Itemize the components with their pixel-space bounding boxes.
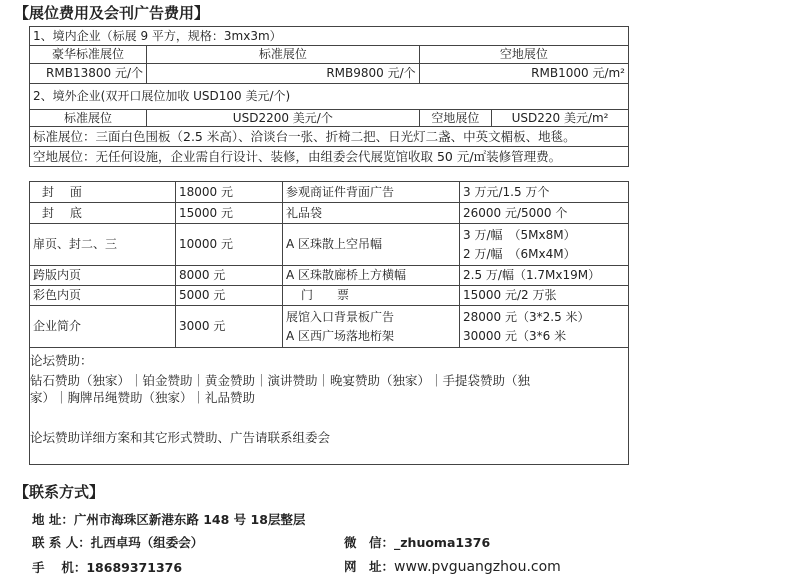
ad-price-multi xyxy=(460,306,629,348)
ad-price: 26000 元/5000 个 xyxy=(460,203,629,224)
ad-price-line: 2 万/幅 （6Mx4M） xyxy=(463,246,576,261)
website-row xyxy=(344,557,561,575)
forum-note: 论坛赞助详细方案和其它形式赞助、广告请联系组委会 xyxy=(30,430,331,445)
ad-item: 跨版内页 xyxy=(30,266,176,286)
ad-item: A 区珠散廊桥上方横幅 xyxy=(283,266,460,286)
ad-price-line: 28000 元（3*2.5 米） xyxy=(463,309,590,324)
table-row xyxy=(30,224,629,266)
col-standard-booth: 标准展位 xyxy=(147,46,420,64)
ad-item: 封 面 xyxy=(30,182,176,203)
foreign-header: 2、境外企业(双开口展位加收 USD100 美元/个) xyxy=(30,84,629,110)
ad-price: 15000 元 xyxy=(176,203,283,224)
ad-item: 企业简介 xyxy=(30,306,176,348)
table-row xyxy=(30,182,629,203)
price-standard: RMB9800 元/个 xyxy=(147,64,420,84)
ad-item: 彩色内页 xyxy=(30,286,176,306)
phone-row xyxy=(32,558,182,576)
forum-title: 论坛赞助： xyxy=(30,353,93,368)
table-row xyxy=(30,286,629,306)
phone-label: 手 机： xyxy=(32,560,87,575)
ad-price: 10000 元 xyxy=(176,224,283,266)
col-luxury-booth: 豪华标准展位 xyxy=(30,46,147,64)
ad-item: 礼品袋 xyxy=(283,203,460,224)
forum-line-1: 钻石赞助（独家）｜铂金赞助｜黄金赞助｜演讲赞助｜晚宴赞助（独家）｜手提袋赞助（独 xyxy=(30,373,531,388)
ad-item-line: 展馆入口背景板广告 xyxy=(286,309,395,324)
ad-price: 3 万元/1.5 万个 xyxy=(460,182,629,203)
price-space: RMB1000 元/m² xyxy=(419,64,628,84)
ad-price: 2.5 万/幅（1.7Mx19M） xyxy=(460,266,629,286)
price-luxury: RMB13800 元/个 xyxy=(30,64,147,84)
forum-sponsorship-box xyxy=(29,348,629,465)
ad-item: A 区珠散上空吊幅 xyxy=(283,224,460,266)
ad-item: 参观商证件背面广告 xyxy=(283,182,460,203)
foreign-space-label: 空地展位 xyxy=(419,110,491,127)
contact-person: 联 系 人：扎西卓玛（组委会） xyxy=(32,535,204,550)
booth-fee-table xyxy=(29,26,629,167)
ad-item: 扉页、封二、三 xyxy=(30,224,176,266)
domestic-header: 1、境内企业（标展 9 平方，规格：3mx3m） xyxy=(30,27,629,46)
ad-item: 门 票 xyxy=(283,286,460,306)
table-row xyxy=(30,203,629,224)
section-title-contact: 【联系方式】 xyxy=(14,483,105,501)
wechat-label: 微 信： xyxy=(344,535,395,550)
phone-number: 18689371376 xyxy=(86,560,183,575)
ad-item-line: A 区西广场落地桁架 xyxy=(286,328,395,343)
website-link[interactable]: www.pvguangzhou.com xyxy=(394,559,561,575)
foreign-standard-label: 标准展位 xyxy=(30,110,147,127)
ad-price-multi xyxy=(460,224,629,266)
table-row xyxy=(30,266,629,286)
col-space-booth: 空地展位 xyxy=(419,46,628,64)
space-booth-note: 空地展位：无任何设施，企业需自行设计、装修，由组委会代展览馆收取 50 元/㎡装修管理费。 xyxy=(30,147,629,167)
ad-price: 5000 元 xyxy=(176,286,283,306)
ad-price: 15000 元/2 万张 xyxy=(460,286,629,306)
section-title-fees: 【展位费用及会刊广告费用】 xyxy=(14,4,210,22)
ad-price: 18000 元 xyxy=(176,182,283,203)
ad-price-line: 30000 元（3*6 米 xyxy=(463,328,567,343)
forum-line-2: 家）｜胸牌吊绳赞助（独家）｜礼品赞助 xyxy=(30,390,256,405)
table-row xyxy=(30,306,629,348)
standard-booth-note: 标准展位：三面白色围板（2.5 米高）、洽谈台一张、折椅二把、日光灯二盏、中英文楣板、地毯。 xyxy=(30,127,629,147)
ad-fee-table xyxy=(29,181,629,348)
ad-item: 封 底 xyxy=(30,203,176,224)
ad-price-line: 3 万/幅 （5Mx8M） xyxy=(463,227,576,242)
website-label: 网 址： xyxy=(344,559,395,574)
ad-item-multi xyxy=(283,306,460,348)
contact-address: 地 址：广州市海珠区新港东路 148 号 18层整层 xyxy=(32,512,306,527)
foreign-space-price: USD220 美元/m² xyxy=(492,110,629,127)
ad-price: 8000 元 xyxy=(176,266,283,286)
wechat-id: _zhuoma1376 xyxy=(394,535,491,550)
ad-price: 3000 元 xyxy=(176,306,283,348)
foreign-standard-price: USD2200 美元/个 xyxy=(147,110,420,127)
wechat-row xyxy=(344,533,490,551)
